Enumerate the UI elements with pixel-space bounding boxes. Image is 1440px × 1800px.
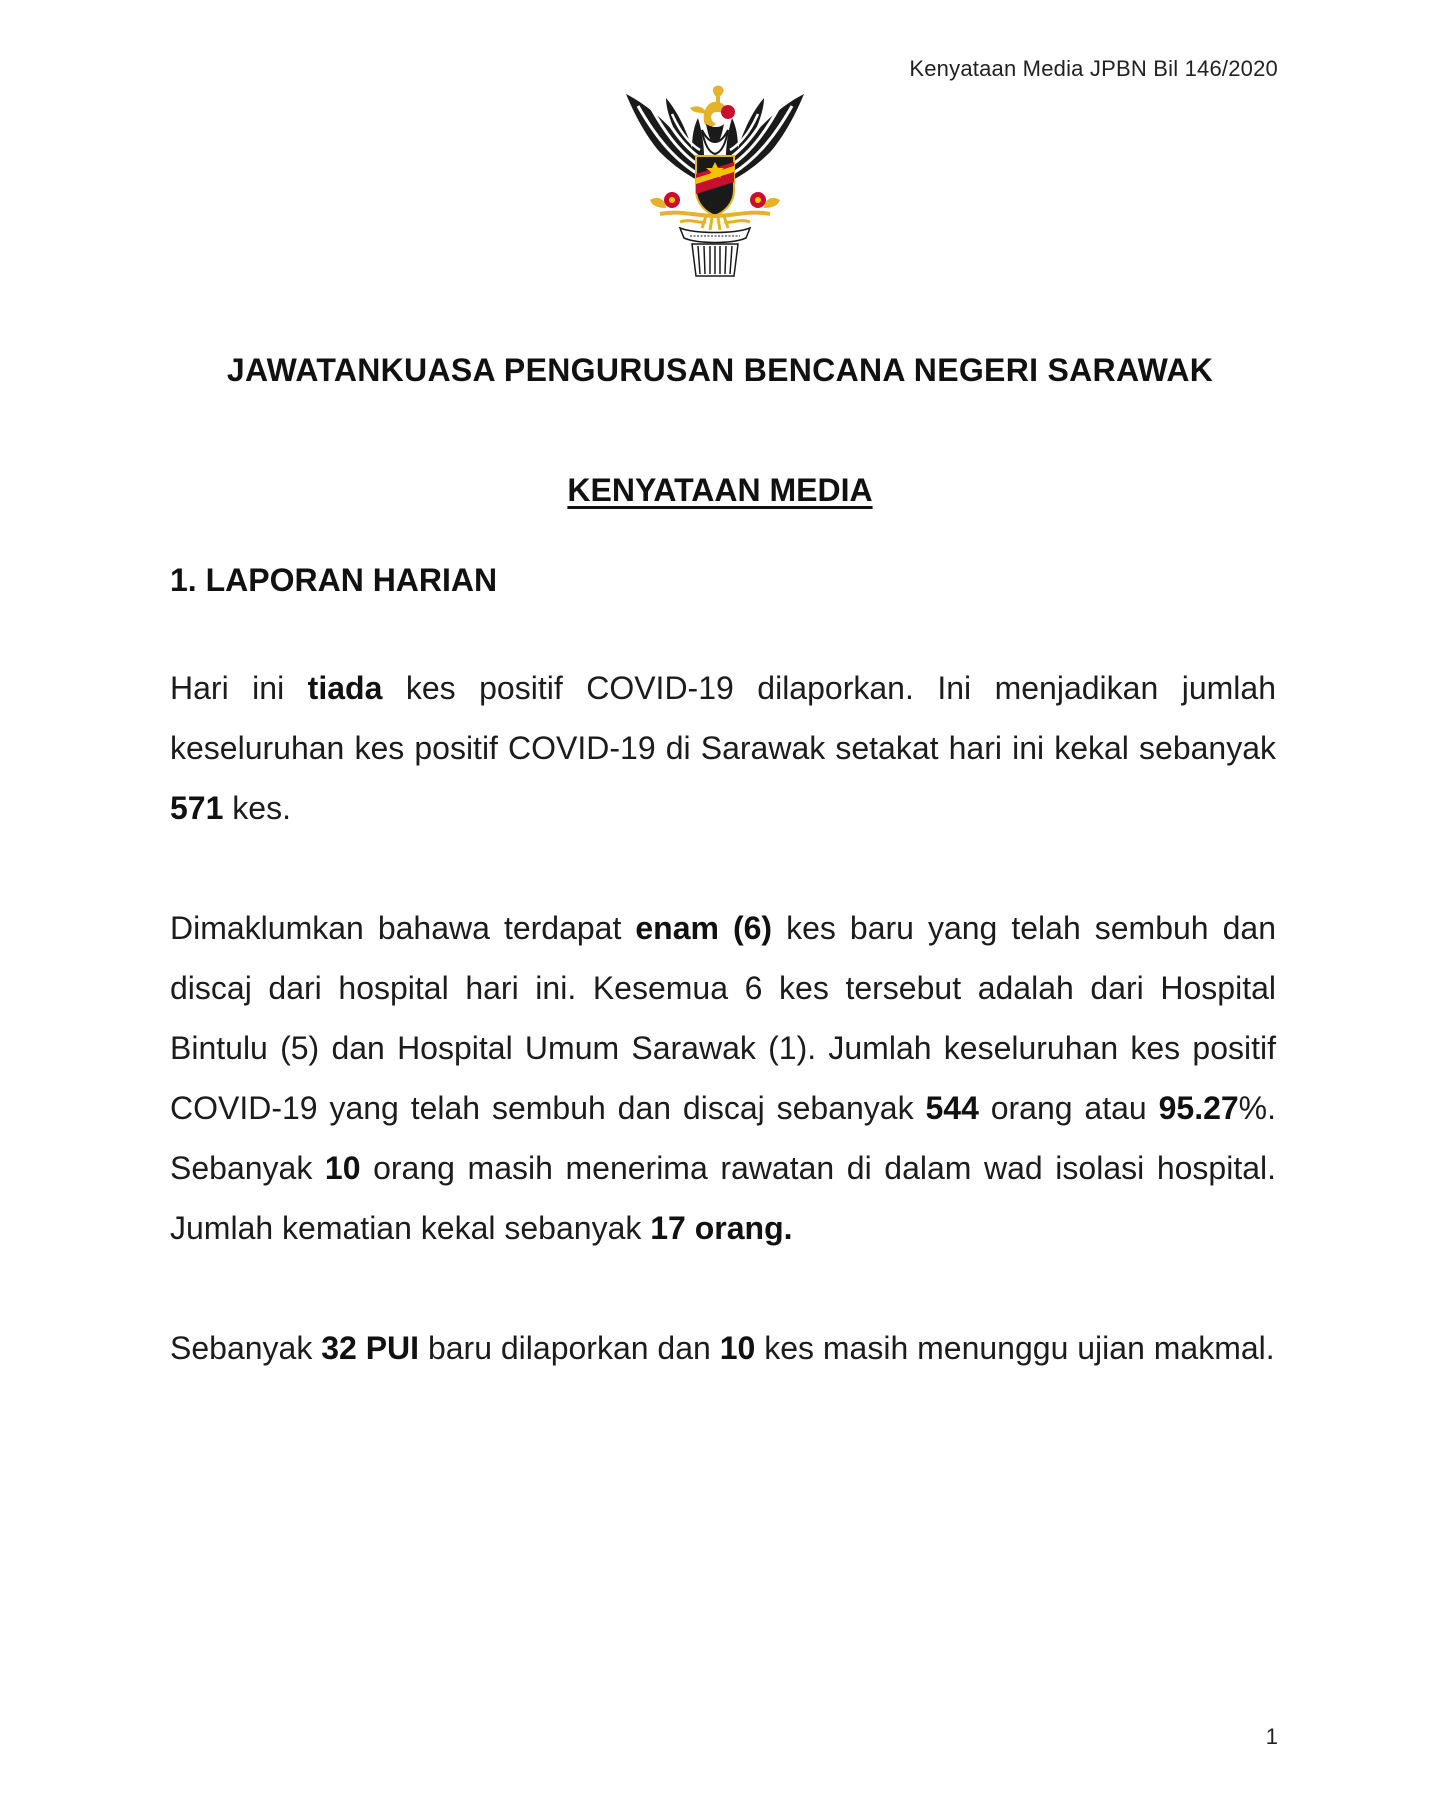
text-run: orang masih menerima rawatan di dalam wad isolasi hospital. Jumlah kematian kekal sebanyak <box>170 1150 1277 1246</box>
page-number: 1 <box>1265 1724 1278 1749</box>
bold-value: 10 <box>719 1330 756 1366</box>
text-run: orang atau <box>978 1090 1159 1126</box>
motto-ribbon <box>680 228 750 243</box>
text-run: kes positif COVID-19 dilaporkan. Ini menjadikan jumlah keseluruhan kes positif COVID-19 di Sarawak setakat hari ini kekal sebanyak <box>170 670 1277 766</box>
text-run: %. Sebanyak <box>170 1090 1277 1186</box>
paragraph-recoveries <box>170 898 1276 1258</box>
bold-value: 17 orang. <box>650 1210 793 1246</box>
section-heading: 1. LAPORAN HARIAN <box>170 562 498 598</box>
shield <box>696 156 734 216</box>
paragraph-daily-cases <box>170 658 1276 838</box>
organisation-title: JAWATANKUASA PENGURUSAN BENCANA NEGERI SARAWAK <box>226 352 1214 388</box>
text-run: kes baru yang telah sembuh dan discaj dari hospital hari ini. Kesemua 6 kes tersebut adalah dari Hospital Bintulu (5) dan Hospital Umum Sarawak (1). Jumlah keseluruhan kes positif COVID-19 yang telah sembuh dan discaj sebanyak <box>170 910 1277 1126</box>
text-run: Sebanyak <box>170 1330 322 1366</box>
text-run: Hari ini <box>170 670 308 706</box>
document-title: KENYATAAN MEDIA <box>567 472 873 508</box>
media-statement-reference: Kenyataan Media JPBN Bil 146/2020 <box>909 56 1278 81</box>
gold-scrollwork <box>660 213 770 230</box>
text-run: kes. <box>223 790 291 826</box>
bold-value: enam (6) <box>635 910 773 946</box>
text-run: kes masih menunggu ujian makmal. <box>755 1330 1275 1366</box>
tail-feathers <box>692 244 738 276</box>
bold-value: 544 <box>925 1090 979 1126</box>
bold-value: 95.27 <box>1158 1090 1239 1126</box>
text-run: baru dilaporkan dan <box>419 1330 720 1366</box>
sarawak-coat-of-arms-icon <box>620 82 810 278</box>
right-wing <box>726 94 804 184</box>
text-run: Dimaklumkan bahawa terdapat <box>170 910 636 946</box>
bold-value: tiada <box>307 670 383 706</box>
bold-value: 32 PUI <box>321 1330 420 1366</box>
paragraph-pui <box>170 1318 1276 1378</box>
bold-value: 10 <box>324 1150 361 1186</box>
bold-value: 571 <box>170 790 224 826</box>
